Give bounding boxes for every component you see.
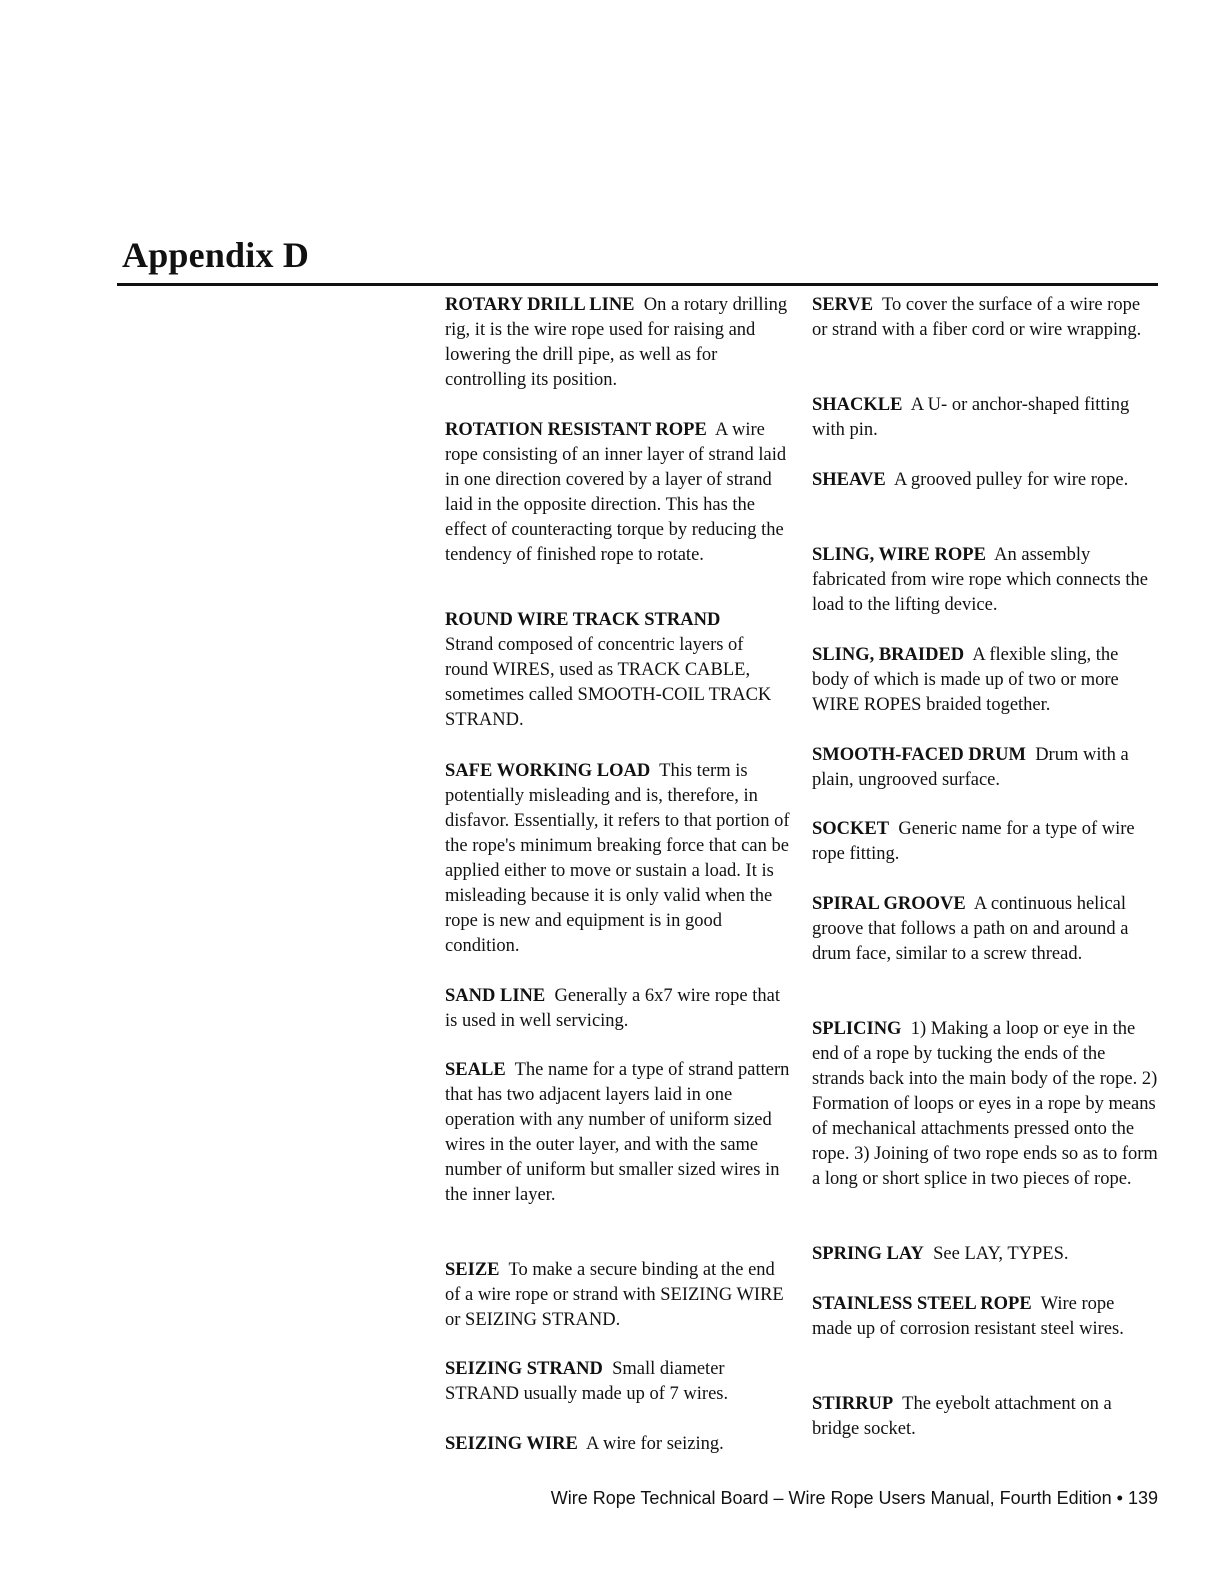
glossary-entry <box>812 817 1158 867</box>
glossary-term: SLING, BRAIDED <box>812 645 965 665</box>
glossary-definition: An assembly fabricated from wire rope which connects the load to the lifting device. <box>812 545 1148 615</box>
glossary-term: ROTARY DRILL LINE <box>445 295 635 315</box>
glossary-term: SHACKLE <box>812 395 903 415</box>
glossary-term: SEALE <box>445 1060 506 1080</box>
glossary-entry <box>812 393 1158 443</box>
glossary-entry <box>445 759 790 959</box>
glossary-term: STIRRUP <box>812 1394 894 1414</box>
glossary-definition: Wire rope made up of corrosion resistant steel wires. <box>812 1294 1124 1339</box>
glossary-entry <box>445 1258 790 1333</box>
glossary-term: SEIZING STRAND <box>445 1359 603 1379</box>
glossary-term: SPIRAL GROOVE <box>812 894 966 914</box>
glossary-definition: The eyebolt attachment on a bridge socket. <box>812 1394 1112 1439</box>
glossary-entry <box>445 1357 790 1407</box>
glossary-definition: Strand composed of concentric layers of round WIRES, used as TRACK CABLE, sometimes called SMOOTH-COIL TRACK STRAND. <box>445 635 772 730</box>
glossary-term: SEIZE <box>445 1260 500 1280</box>
glossary-entry <box>812 543 1158 618</box>
glossary-definition: On a rotary drilling rig, it is the wire rope used for raising and lowering the drill pipe, as well as for controlling its position. <box>445 295 788 390</box>
glossary-term: STAINLESS STEEL ROPE <box>812 1294 1032 1314</box>
glossary-entry <box>812 892 1158 967</box>
glossary-term: SERVE <box>812 295 874 315</box>
glossary-definition: See LAY, TYPES. <box>933 1244 1069 1264</box>
glossary-entry <box>812 1017 1158 1192</box>
glossary-entry <box>812 643 1158 718</box>
glossary-definition: Small diameter STRAND usually made up of 7 wires. <box>445 1359 729 1404</box>
heading-rule <box>117 283 1158 286</box>
glossary-term: SMOOTH-FACED DRUM <box>812 745 1026 765</box>
glossary-definition: A U- or anchor-shaped fitting with pin. <box>812 395 1130 440</box>
glossary-definition: Generally a 6x7 wire rope that is used in well servicing. <box>445 986 780 1031</box>
glossary-entry <box>812 743 1158 793</box>
glossary-definition: Drum with a plain, ungrooved surface. <box>812 745 1129 790</box>
glossary-definition: To cover the surface of a wire rope or strand with a fiber cord or wire wrapping. <box>812 295 1142 340</box>
glossary-entry <box>812 1392 1158 1442</box>
glossary-definition: A wire for seizing. <box>586 1434 724 1454</box>
glossary-term: SOCKET <box>812 819 890 839</box>
glossary-term: SHEAVE <box>812 470 886 490</box>
glossary-definition: The name for a type of strand pattern that has two adjacent layers laid in one operation with any number of uniform sized wires in the outer layer, and with the same number of uniform but smaller sized wires in the inner layer. <box>445 1060 790 1205</box>
glossary-entry <box>812 468 1158 493</box>
glossary-entry <box>445 1432 790 1457</box>
glossary-definition: This term is potentially misleading and is, therefore, in disfavor. Essentially, it refers to that portion of the rope's minimum breaking force that can be applied either to move or sustain a load. It is misleading because it is only valid when the rope is new and equipment is in good condition. <box>445 761 790 956</box>
glossary-entry <box>445 1058 790 1208</box>
glossary-entry <box>445 418 790 568</box>
glossary-definition: 1) Making a loop or eye in the end of a rope by tucking the ends of the strands back into the main body of the rope. 2) Formation of loops or eyes in a rope by means of mechanical attachments pressed onto the rope. 3) Joining of two rope ends so as to form a long or short splice in two pieces of rope. <box>812 1019 1158 1189</box>
glossary-entry <box>812 1242 1158 1267</box>
glossary-entry <box>812 293 1158 343</box>
glossary-term: ROUND WIRE TRACK STRAND <box>445 610 721 630</box>
glossary-term: ROTATION RESISTANT ROPE <box>445 420 707 440</box>
glossary-entry <box>812 1292 1158 1342</box>
glossary-definition: To make a secure binding at the end of a wire rope or strand with SEIZING WIRE or SEIZING STRAND. <box>445 1260 784 1330</box>
glossary-term: SPLICING <box>812 1019 902 1039</box>
page-title: Appendix D <box>122 235 310 275</box>
page-footer: Wire Rope Technical Board – Wire Rope Users Manual, Fourth Edition • 139 <box>550 1488 1158 1508</box>
glossary-entry <box>445 984 790 1034</box>
glossary-definition: A continuous helical groove that follows a path on and around a drum face, similar to a screw thread. <box>812 894 1129 964</box>
glossary-term: SEIZING WIRE <box>445 1434 578 1454</box>
glossary-term: SPRING LAY <box>812 1244 924 1264</box>
glossary-definition: Generic name for a type of wire rope fitting. <box>812 819 1135 864</box>
glossary-entry <box>445 608 790 733</box>
glossary-definition: A flexible sling, the body of which is made up of two or more WIRE ROPES braided together. <box>812 645 1119 715</box>
glossary-entry <box>445 293 790 393</box>
glossary-term: SLING, WIRE ROPE <box>812 545 986 565</box>
glossary-term: SAFE WORKING LOAD <box>445 761 651 781</box>
glossary-definition: A wire rope consisting of an inner layer of strand laid in one direction covered by a layer of strand laid in the opposite direction. This has the effect of counteracting torque by reducing the tendency of finished rope to rotate. <box>445 420 787 565</box>
glossary-definition: A grooved pulley for wire rope. <box>893 470 1129 490</box>
glossary-term: SAND LINE <box>445 986 546 1006</box>
